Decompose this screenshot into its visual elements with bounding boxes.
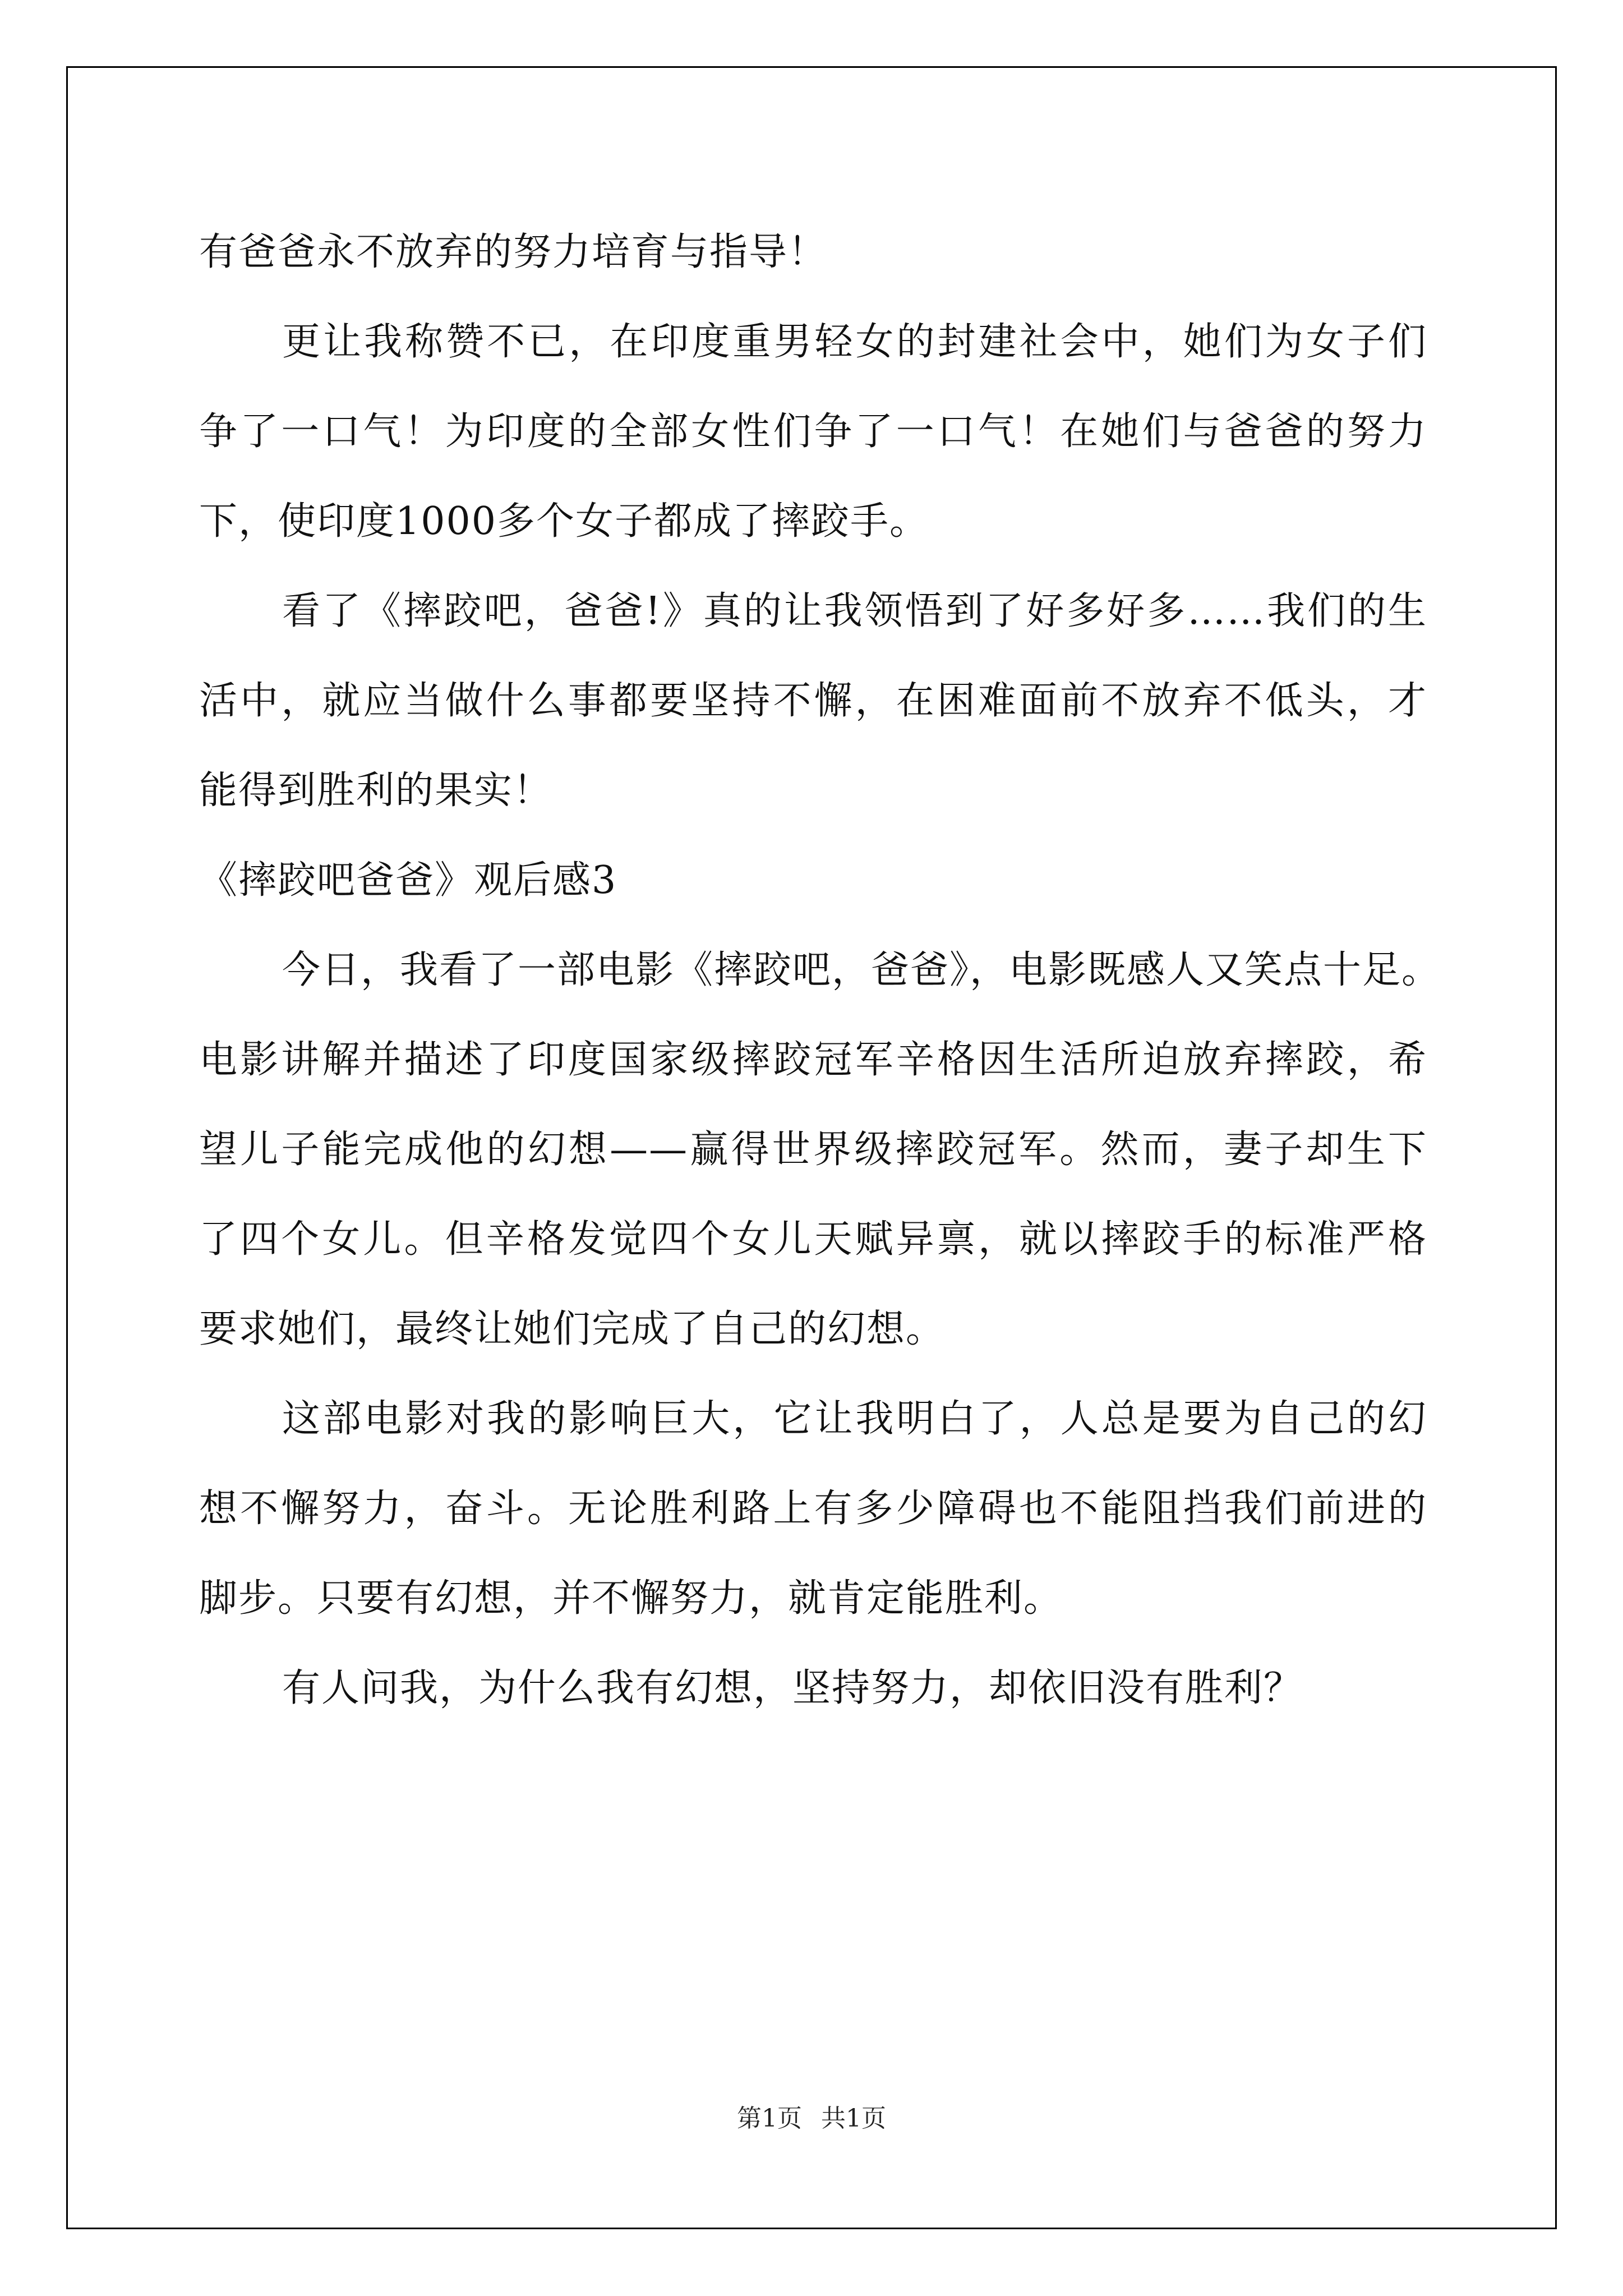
paragraph-first-line: 这部电影对我的影响巨大，它让我明白了，人总是要为自己的幻	[282, 1397, 1427, 1441]
text-line: 想不懈努力，奋斗。无论胜利路上有多少障碍也不能阻挡我们前进的	[199, 1487, 1427, 1531]
text-line: 了四个女儿。但辛格发觉四个女儿天赋异禀，就以摔跤手的标准严格	[199, 1217, 1427, 1262]
text-line: 脚步。只要有幻想，并不懈努力，就肯定能胜利。	[199, 1576, 1063, 1621]
paragraph-first-line: 更让我称赞不已，在印度重男轻女的封建社会中，她们为女子们	[282, 320, 1427, 364]
text-line: 有爸爸永不放弃的努力培育与指导！	[199, 230, 828, 274]
document-body	[199, 208, 1441, 1733]
text-line: 电影讲解并描述了印度国家级摔跤冠军辛格因生活所迫放弃摔跤，希	[199, 1038, 1427, 1082]
paragraph-first-line: 今日，我看了一部电影《摔跤吧，爸爸》，电影既感人又笑点十足。	[282, 948, 1441, 992]
paragraph-first-line: 看了《摔跤吧，爸爸!》真的让我领悟到了好多好多……我们的生	[282, 589, 1427, 633]
text-line: 望儿子能完成他的幻想——赢得世界级摔跤冠军。然而，妻子却生下	[199, 1128, 1427, 1172]
section-heading: 《摔跤吧爸爸》观后感3	[199, 858, 617, 903]
text-line: 活中，就应当做什么事都要坚持不懈，在困难面前不放弃不低头，才	[199, 679, 1427, 723]
page-footer: 第1页 共1页	[737, 2104, 886, 2133]
text-line: 能得到胜利的果实！	[199, 769, 553, 813]
text-line: 要求她们，最终让她们完成了自己的幻想。	[199, 1307, 946, 1351]
text-line: 争了一口气！为印度的全部女性们争了一口气！在她们与爸爸的努力	[199, 409, 1427, 454]
text-line: 下，使印度1000多个女子都成了摔跤手。	[199, 499, 929, 544]
paragraph-first-line: 有人问我，为什么我有幻想，坚持努力，却依旧没有胜利？	[282, 1666, 1303, 1710]
